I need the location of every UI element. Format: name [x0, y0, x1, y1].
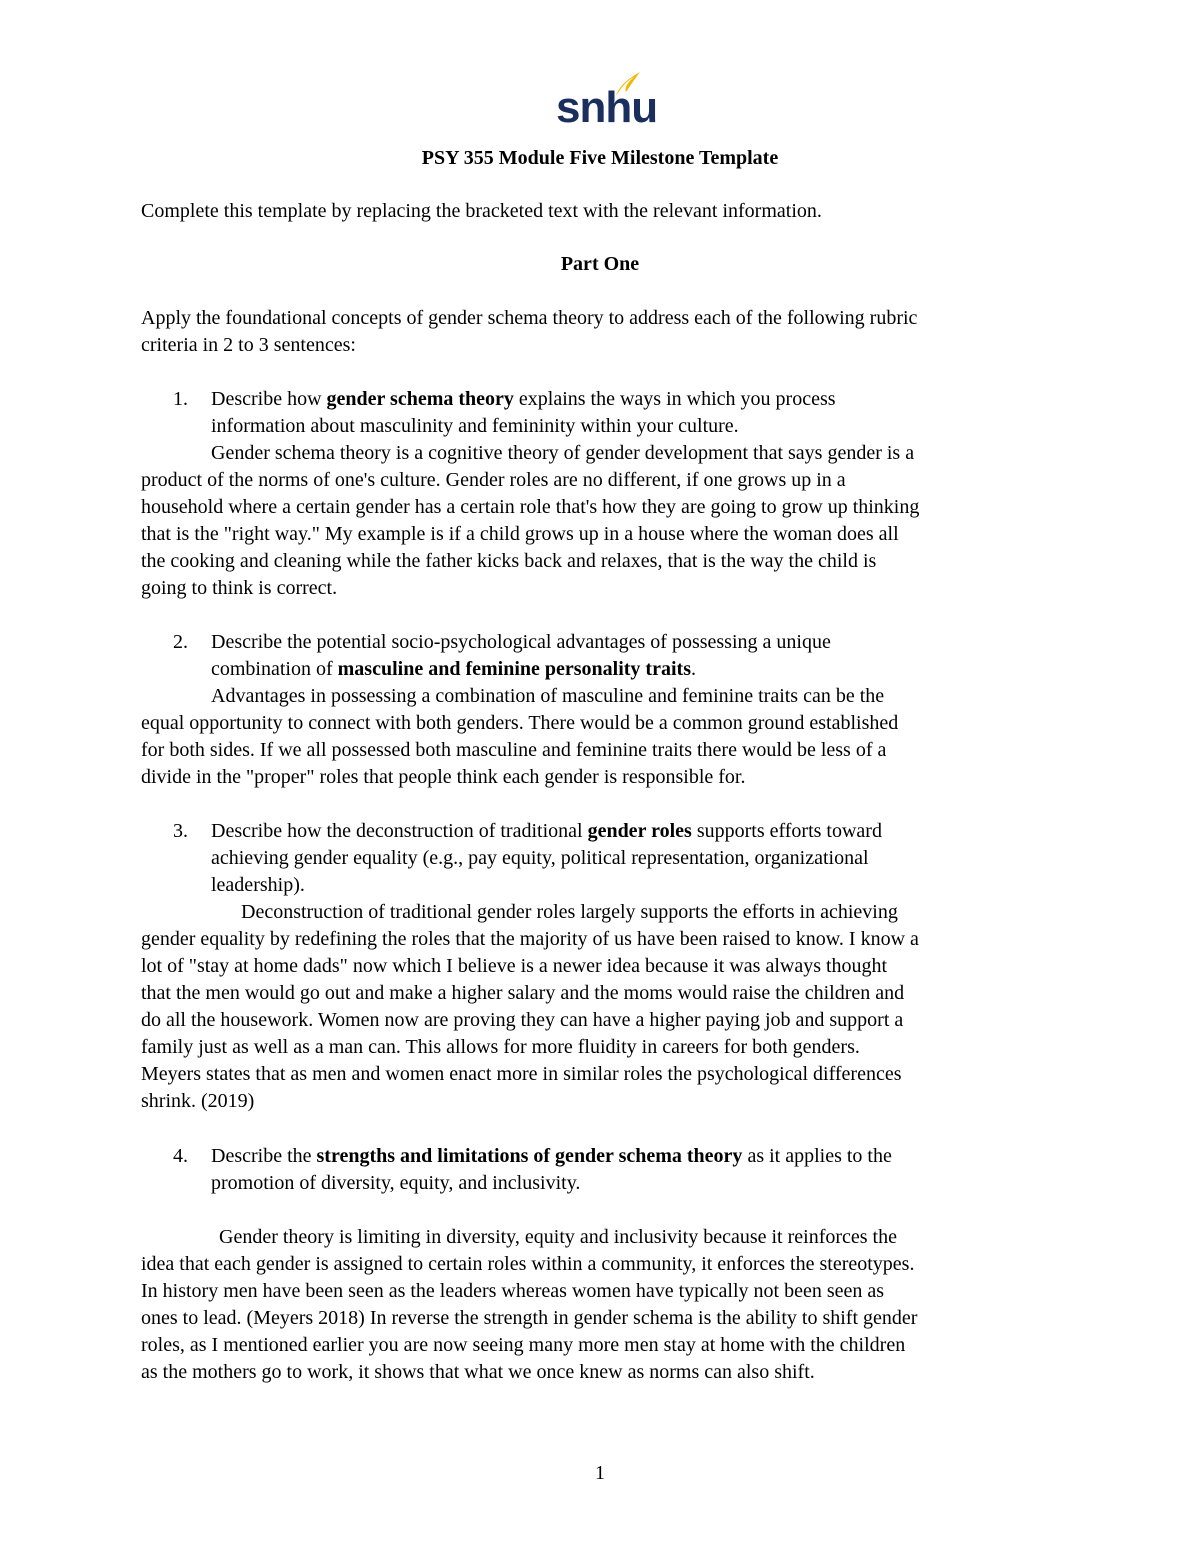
item-number: 4.	[173, 1145, 188, 1167]
prompt-bold: strengths and limitations of gender schema theory	[316, 1145, 743, 1167]
answer-line: the cooking and cleaning while the father kicks back and relaxes, that is the way the child is	[141, 550, 877, 572]
answer-line: for both sides. If we all possessed both masculine and feminine traits there would be less of a	[141, 739, 887, 761]
answer-line: Gender schema theory is a cognitive theory of gender development that says gender is a	[211, 442, 915, 464]
prompt-line: Describe how gender schema theory explains the ways in which you process	[211, 388, 836, 410]
intro-text: Complete this template by replacing the bracketed text with the relevant information.	[141, 200, 822, 222]
answer-line: ones to lead. (Meyers 2018) In reverse the strength in gender schema is the ability to shift gender	[141, 1307, 918, 1329]
prompt-line: combination of masculine and feminine personality traits.	[211, 658, 696, 680]
prompt-line: achieving gender equality (e.g., pay equity, political representation, organizational	[211, 847, 869, 869]
answer-line: idea that each gender is assigned to certain roles within a community, it enforces the stereotypes.	[141, 1253, 915, 1275]
item-3	[141, 818, 1071, 1115]
answer-line: as the mothers go to work, it shows that what we once knew as norms can also shift.	[141, 1361, 815, 1383]
answer-line: Gender theory is limiting in diversity, equity and inclusivity because it reinforces the	[219, 1226, 897, 1248]
answer-line: that the men would go out and make a higher salary and the moms would raise the children and	[141, 982, 905, 1004]
answer-line: shrink. (2019)	[141, 1090, 255, 1112]
answer-line: roles, as I mentioned earlier you are now seeing many more men stay at home with the children	[141, 1334, 906, 1356]
item-number: 3.	[173, 820, 188, 842]
answer-line: that is the "right way." My example is if a child grows up in a house where the woman does all	[141, 523, 899, 545]
prompt-line: leadership).	[211, 874, 305, 896]
answer-line: going to think is correct.	[141, 577, 338, 599]
document-title: PSY 355 Module Five Milestone Template	[421, 147, 779, 169]
apply-line: Apply the foundational concepts of gender schema theory to address each of the following rubric	[141, 307, 918, 329]
prompt-line: Describe the strengths and limitations of gender schema theory as it applies to the	[211, 1145, 892, 1167]
prompt-bold: gender roles	[587, 820, 692, 842]
answer-line: Deconstruction of traditional gender roles largely supports the efforts in achieving	[241, 901, 898, 923]
item-4-answer	[141, 1224, 1071, 1386]
prompt-bold: masculine and feminine personality traits	[337, 658, 691, 680]
prompt-line: Describe how the deconstruction of traditional gender roles supports efforts toward	[211, 820, 882, 842]
answer-line: divide in the "proper" roles that people think each gender is responsible for.	[141, 766, 746, 788]
item-2	[141, 629, 1071, 791]
item-number: 2.	[173, 631, 188, 653]
item-number: 1.	[173, 388, 188, 410]
answer-line: In history men have been seen as the leaders whereas women have typically not been seen as	[141, 1280, 885, 1302]
answer-line: gender equality by redefining the roles that the majority of us have been raised to know. I know a	[141, 928, 919, 950]
page-number: 1	[595, 1462, 605, 1484]
item-1	[141, 386, 1071, 602]
apply-paragraph	[141, 305, 1071, 359]
answer-line: lot of "stay at home dads" now which I believe is a newer idea because it was always thought	[141, 955, 888, 977]
item-4	[141, 1143, 1071, 1197]
answer-line: do all the housework. Women now are proving they can have a higher paying job and support a	[141, 1009, 904, 1031]
answer-line: equal opportunity to connect with both genders. There would be a common ground established	[141, 712, 899, 734]
prompt-bold: gender schema theory	[326, 388, 514, 410]
prompt-line: promotion of diversity, equity, and inclusivity.	[211, 1172, 581, 1194]
answer-line: Advantages in possessing a combination of masculine and feminine traits can be the	[211, 685, 885, 707]
snhu-logo	[556, 70, 658, 134]
part-heading: Part One	[560, 253, 640, 275]
answer-line: product of the norms of one's culture. Gender roles are no different, if one grows up in a	[141, 469, 846, 491]
answer-line: family just as well as a man can. This allows for more fluidity in careers for both genders.	[141, 1036, 860, 1058]
apply-line: criteria in 2 to 3 sentences:	[141, 334, 356, 356]
prompt-line: Describe the potential socio-psychological advantages of possessing a unique	[211, 631, 831, 653]
prompt-line: information about masculinity and femininity within your culture.	[211, 415, 739, 437]
answer-line: household where a certain gender has a certain role that's how they are going to grow up thinking	[141, 496, 920, 518]
answer-line: Meyers states that as men and women enact more in similar roles the psychological differences	[141, 1063, 902, 1085]
logo-text: snhu	[556, 83, 658, 132]
